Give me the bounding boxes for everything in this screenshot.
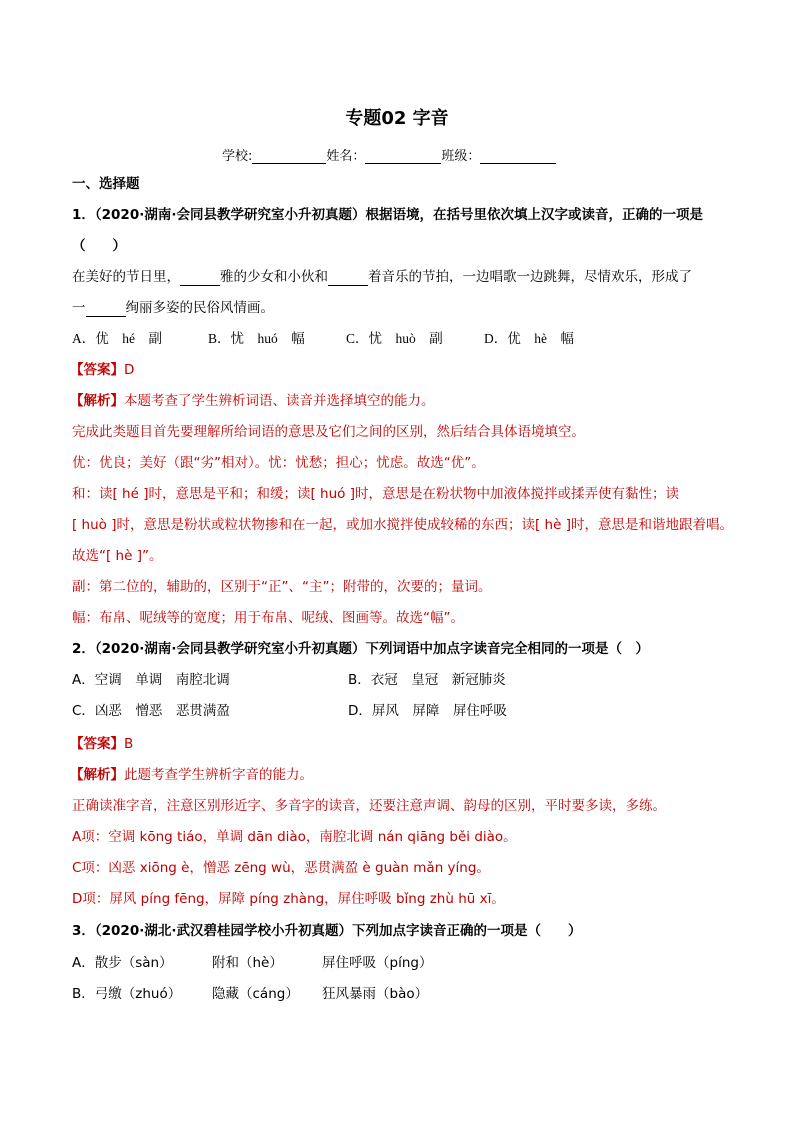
q3-b-word-3: 狂风暴雨（bào） bbox=[322, 986, 429, 1002]
q1-option-b[interactable]: B．忧 huó 幅 bbox=[208, 331, 305, 346]
option-word: 屏障 bbox=[412, 703, 440, 719]
q1-analysis-line-1 bbox=[70, 392, 435, 410]
option-word: 空调 bbox=[94, 672, 122, 688]
q2-analysis-line-3: A项：空调 kōng tiáo，单调 dān diào，南腔北调 nán qiāng běi diào。 bbox=[72, 829, 517, 845]
question-3-head: 3．（2020·湖北·武汉碧桂园学校小升初真题）下列加点字读音正确的一项是（ ） bbox=[72, 923, 582, 939]
question-3-option-a[interactable] bbox=[72, 954, 432, 972]
section-heading: 一、选择题 bbox=[72, 176, 140, 192]
q1-blank-2 bbox=[328, 270, 368, 286]
q1-analysis-line-8: 幅：布帛、呢绒等的宽度；用于布帛、呢绒、图画等。故选“幅”。 bbox=[72, 610, 464, 626]
option-label: B． bbox=[348, 672, 371, 688]
q2-analysis-line-4: C项：凶恶 xiōng è，憎恶 zēng wù，恶贯满盈 è guàn mǎn yíng。 bbox=[72, 860, 490, 876]
q2-option-d[interactable] bbox=[348, 702, 507, 720]
q1-text-segment: 雅的少女和小伙和 bbox=[220, 269, 328, 285]
q1-option-c[interactable]: C．忧 huò 副 bbox=[346, 331, 443, 346]
option-word: 衣冠 bbox=[370, 672, 398, 688]
q1-option-a[interactable]: A．优 hé 副 bbox=[72, 331, 162, 346]
answer-tag: 【答案】 bbox=[70, 736, 124, 752]
q2-answer-line bbox=[70, 735, 133, 753]
q1-text-segment: 绚丽多姿的民俗风情画。 bbox=[125, 300, 274, 316]
q1-analysis-text: 本题考查了学生辨析词语、读音并选择填空的能力。 bbox=[124, 393, 435, 409]
q2-analysis-line-2: 正确读准字音，注意区别形近字、多音字的读音，还要注意声调、韵母的区别，平时要多读，多练。 bbox=[72, 798, 666, 814]
class-label: 班级： bbox=[441, 149, 481, 164]
student-info-line bbox=[222, 145, 556, 164]
option-word: 南腔北调 bbox=[175, 672, 230, 688]
option-word: 单调 bbox=[135, 672, 163, 688]
q1-analysis-line-3: 优：优良；美好（跟“劣”相对）。忧：忧愁；担心；忧虑。故选“优”。 bbox=[72, 455, 485, 471]
q1-answer-line bbox=[70, 361, 134, 379]
option-word: 凶恶 bbox=[94, 703, 122, 719]
school-label: 学校: bbox=[222, 149, 253, 164]
analysis-tag: 【解析】 bbox=[70, 767, 124, 783]
question-2-head: 2．（2020·湖南·会同县教学研究室小升初真题）下列词语中加点字读音完全相同的一项是（ ） bbox=[72, 641, 649, 657]
q1-text-segment: 在美好的节日里， bbox=[72, 269, 180, 285]
q2-option-c[interactable] bbox=[72, 702, 348, 720]
option-word: 恶贯满盈 bbox=[175, 703, 230, 719]
q2-answer-value: B bbox=[124, 736, 134, 752]
q1-analysis-line-6: 故选“[ hè ]”。 bbox=[72, 548, 163, 564]
question-1-options bbox=[72, 330, 574, 348]
q2-analysis-text: 此题考查学生辨析字音的能力。 bbox=[124, 767, 313, 783]
q1-blank-1 bbox=[180, 270, 220, 286]
option-word: 憎恶 bbox=[135, 703, 163, 719]
name-blank bbox=[365, 149, 441, 164]
q2-option-b[interactable] bbox=[348, 671, 506, 689]
q3-b-word-2: 隐藏（cáng） bbox=[212, 986, 299, 1002]
answer-tag: 【答案】 bbox=[70, 362, 124, 378]
question-1-text-line-1 bbox=[72, 268, 692, 286]
q1-option-d[interactable]: D．优 hè 幅 bbox=[484, 331, 574, 346]
q1-analysis-line-5: [ huò ]时，意思是粉状或粒状物掺和在一起，或加水搅拌使成较稀的东西；读[ hè ]时，意思是和谐地跟着唱。 bbox=[72, 517, 733, 533]
q3-a-word-3: 屏住呼吸（píng） bbox=[322, 955, 433, 971]
q3-a-word-1: A．散步（sàn） bbox=[72, 955, 173, 971]
page-title: 专题02 字音 bbox=[345, 108, 449, 129]
class-blank bbox=[480, 149, 556, 164]
option-label: D． bbox=[348, 703, 372, 719]
analysis-tag: 【解析】 bbox=[70, 393, 124, 409]
question-1-head: 1．（2020·湖南·会同县教学研究室小升初真题）根据语境，在括号里依次填上汉字或读音，正确的一项是 bbox=[72, 207, 703, 223]
option-label: A． bbox=[72, 672, 95, 688]
q2-analysis-line-1 bbox=[70, 766, 313, 784]
q2-option-a[interactable] bbox=[72, 671, 348, 689]
option-label: C． bbox=[72, 703, 95, 719]
question-2-options-row-2 bbox=[72, 702, 507, 720]
option-word: 屏风 bbox=[371, 703, 399, 719]
option-word: 屏住呼吸 bbox=[452, 703, 507, 719]
option-word: 新冠肺炎 bbox=[451, 672, 506, 688]
q1-text-segment: 着音乐的节拍，一边唱歌一边跳舞，尽情欢乐，形成了 bbox=[368, 269, 692, 285]
question-1-text-line-2 bbox=[72, 299, 274, 317]
q1-answer-value: D bbox=[124, 362, 135, 378]
q1-blank-3 bbox=[86, 301, 126, 317]
q1-analysis-line-4: 和：读[ hé ]时，意思是平和；和缓；读[ huó ]时，意思是在粉状物中加液体搅拌或揉弄使有黏性；读 bbox=[72, 486, 679, 502]
option-word: 皇冠 bbox=[411, 672, 439, 688]
question-1-paren: （ ） bbox=[72, 238, 126, 254]
q1-text-segment: 一 bbox=[72, 300, 86, 316]
q3-a-word-2: 附和（hè） bbox=[212, 955, 283, 971]
q3-b-word-1: B．弓缴（zhuó） bbox=[72, 986, 182, 1002]
question-3-option-b[interactable] bbox=[72, 985, 428, 1003]
q1-analysis-line-2: 完成此类题目首先要理解所给词语的意思及它们之间的区别，然后结合具体语境填空。 bbox=[72, 424, 585, 440]
q2-analysis-line-5: D项：屏风 píng fēng，屏障 píng zhàng，屏住呼吸 bǐng zhù hū xī。 bbox=[72, 891, 505, 907]
school-blank bbox=[252, 149, 326, 164]
q1-analysis-line-7: 副：第二位的，辅助的，区别于“正”、“主”；附带的，次要的；量词。 bbox=[72, 579, 492, 595]
question-2-options-row-1 bbox=[72, 671, 506, 689]
name-label: 姓名： bbox=[326, 149, 366, 164]
